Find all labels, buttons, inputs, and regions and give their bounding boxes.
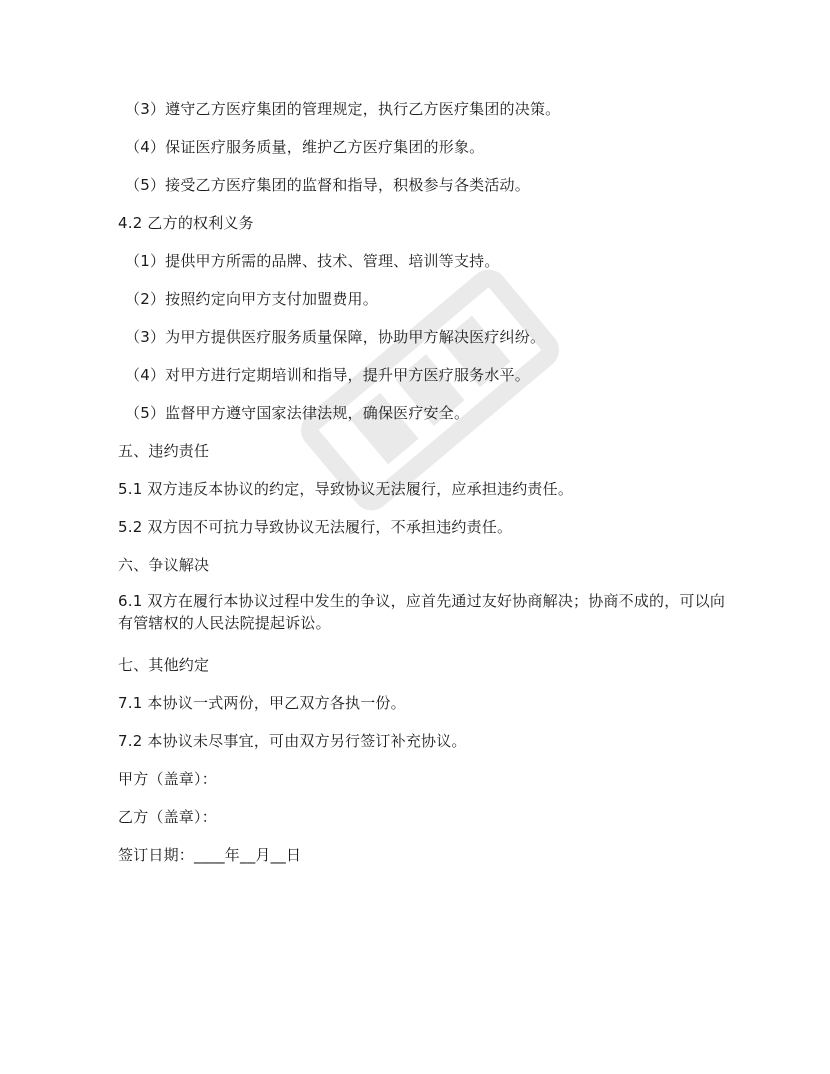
clause-4-2-item-5: （5）监督甲方遵守国家法律法规，确保医疗安全。 — [125, 404, 470, 422]
section-7-heading: 七、其他约定 — [118, 656, 210, 674]
section-5-heading: 五、违约责任 — [118, 442, 210, 460]
party-a-seal: 甲方（盖章）： — [118, 770, 217, 788]
clause-7-1: 7.1 本协议一式两份，甲乙双方各执一份。 — [118, 694, 406, 712]
clause-4-2-item-4: （4）对甲方进行定期培训和指导，提升甲方医疗服务水平。 — [125, 366, 530, 384]
section-4-2-heading: 4.2 乙方的权利义务 — [118, 214, 254, 232]
signing-date: 签订日期：____年__月__日 — [118, 846, 302, 864]
clause-4-2-item-1: （1）提供甲方所需的品牌、技术、管理、培训等支持。 — [125, 252, 500, 270]
section-6-heading: 六、争议解决 — [118, 556, 210, 574]
clause-4-2-item-3: （3）为甲方提供医疗服务质量保障，协助甲方解决医疗纠纷。 — [125, 328, 546, 346]
clause-3-item-4: （4）保证医疗服务质量，维护乙方医疗集团的形象。 — [125, 138, 485, 156]
clause-7-2: 7.2 本协议未尽事宜，可由双方另行签订补充协议。 — [118, 732, 467, 750]
party-b-seal: 乙方（盖章）： — [118, 808, 217, 826]
clause-4-2-item-2: （2）按照约定向甲方支付加盟费用。 — [125, 290, 378, 308]
clause-5-2: 5.2 双方因不可抗力导致协议无法履行，不承担违约责任。 — [118, 518, 513, 536]
clause-3-item-3: （3）遵守乙方医疗集团的管理规定，执行乙方医疗集团的决策。 — [125, 100, 561, 118]
clause-6-1: 6.1 双方在履行本协议过程中发生的争议，应首先通过友好协商解决；协商不成的，可以向有管辖权的人民法院提起诉讼。 — [118, 592, 726, 632]
clause-5-1: 5.1 双方违反本协议的约定，导致协议无法履行，应承担违约责任。 — [118, 480, 574, 498]
clause-3-item-5: （5）接受乙方医疗集团的监督和指导，积极参与各类活动。 — [125, 176, 530, 194]
